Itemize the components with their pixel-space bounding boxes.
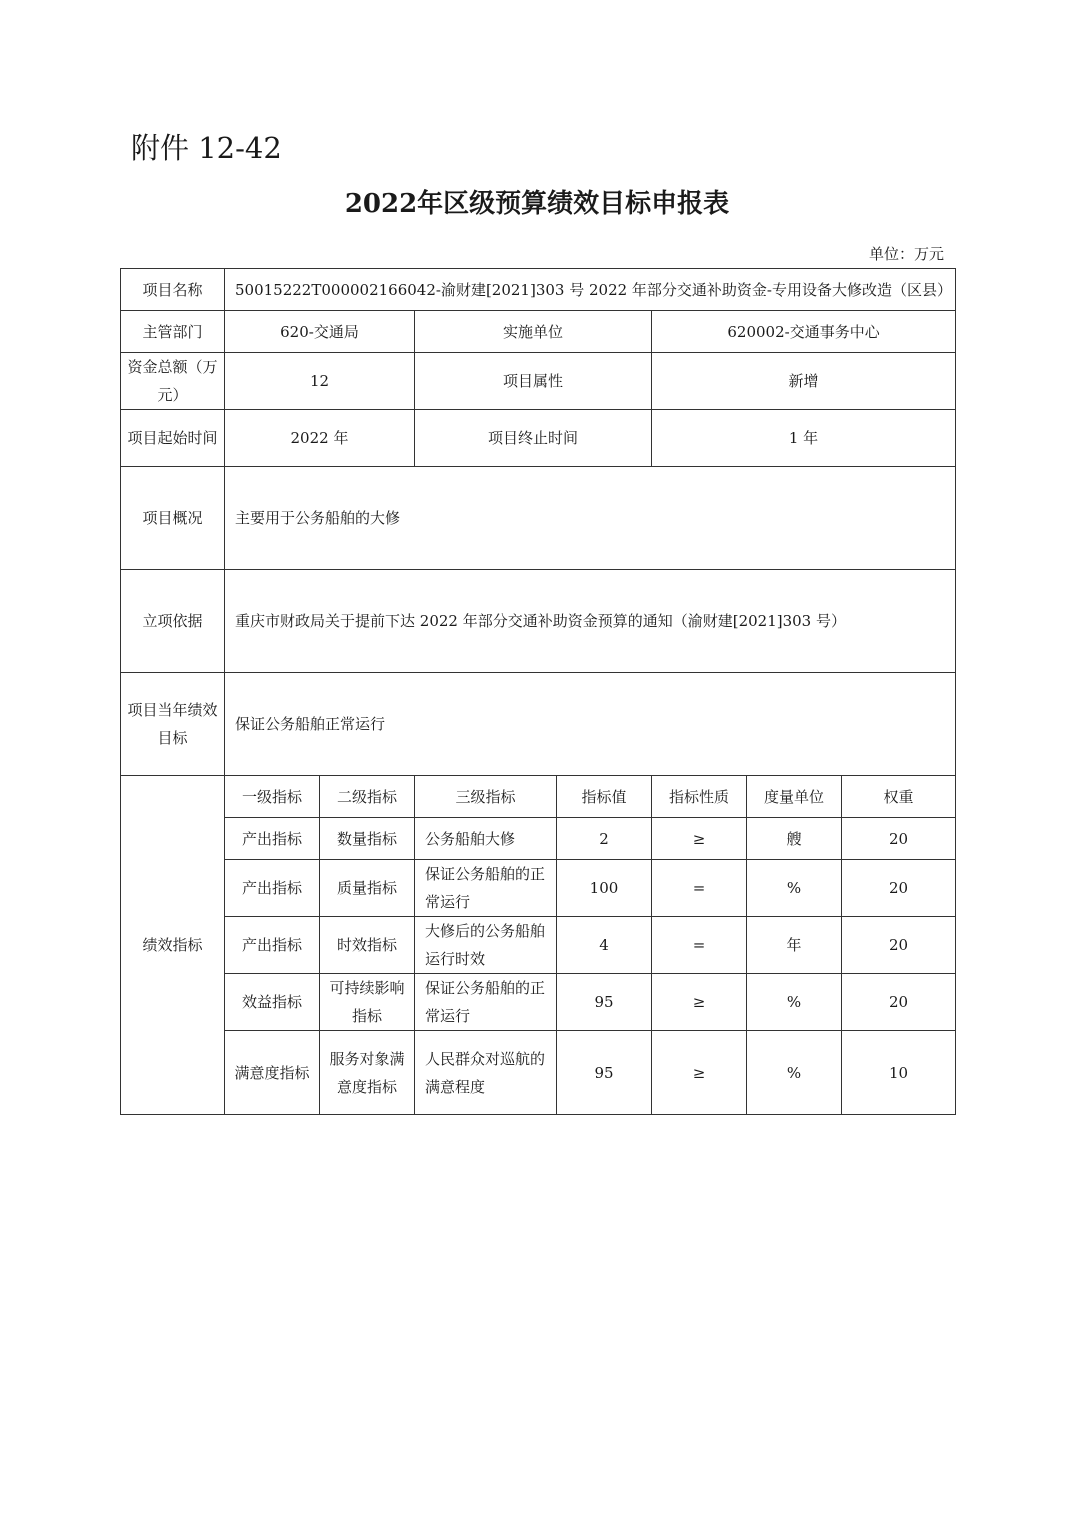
- indicator-level2: 服务对象满意度指标: [320, 1031, 415, 1115]
- indicator-level3: 大修后的公务船舶运行时效: [415, 917, 557, 974]
- indicator-level1: 效益指标: [225, 974, 320, 1031]
- indicator-weight: 20: [842, 974, 956, 1031]
- indicator-level2: 可持续影响指标: [320, 974, 415, 1031]
- indicator-level3: 保证公务船舶的正常运行: [415, 974, 557, 1031]
- indicator-nature: =: [652, 917, 747, 974]
- row-funds: [121, 353, 956, 410]
- indicators-section-label: 绩效指标: [121, 776, 225, 1115]
- dept-label: 主管部门: [121, 311, 225, 353]
- attachment-number: 附件 12-42: [131, 131, 282, 165]
- indicator-level1: 产出指标: [225, 917, 320, 974]
- indicator-level2: 时效指标: [320, 917, 415, 974]
- indicator-value: 95: [557, 974, 652, 1031]
- indicator-value: 95: [557, 1031, 652, 1115]
- indicator-level2: 数量指标: [320, 818, 415, 860]
- indicator-value: 100: [557, 860, 652, 917]
- indicator-nature: ≥: [652, 1031, 747, 1115]
- indicator-row: [121, 818, 956, 860]
- budget-performance-table: [120, 268, 956, 1115]
- indicator-row: [121, 974, 956, 1031]
- funds-value: 12: [225, 353, 415, 410]
- attr-value: 新增: [652, 353, 956, 410]
- indicator-unit: %: [747, 974, 842, 1031]
- row-goal: [121, 673, 956, 776]
- indicator-header-row: [121, 776, 956, 818]
- indicator-unit: 艘: [747, 818, 842, 860]
- dept-value: 620-交通局: [225, 311, 415, 353]
- indicator-unit: 年: [747, 917, 842, 974]
- indicator-weight: 20: [842, 917, 956, 974]
- indicator-nature: ≥: [652, 974, 747, 1031]
- basis-value: 重庆市财政局关于提前下达 2022 年部分交通补助资金预算的通知（渝财建[2021]303 号）: [225, 570, 956, 673]
- header-value: 指标值: [557, 776, 652, 818]
- impl-label: 实施单位: [415, 311, 652, 353]
- indicator-level3: 公务船舶大修: [415, 818, 557, 860]
- row-department: [121, 311, 956, 353]
- indicator-unit: %: [747, 860, 842, 917]
- indicator-weight: 20: [842, 818, 956, 860]
- row-basis: [121, 570, 956, 673]
- header-level2: 二级指标: [320, 776, 415, 818]
- start-label: 项目起始时间: [121, 410, 225, 467]
- attr-label: 项目属性: [415, 353, 652, 410]
- indicator-nature: ≥: [652, 818, 747, 860]
- goal-label: 项目当年绩效目标: [121, 673, 225, 776]
- overview-label: 项目概况: [121, 467, 225, 570]
- overview-value: 主要用于公务船舶的大修: [225, 467, 956, 570]
- indicator-level1: 满意度指标: [225, 1031, 320, 1115]
- indicator-level3: 保证公务船舶的正常运行: [415, 860, 557, 917]
- header-unit: 度量单位: [747, 776, 842, 818]
- indicator-level1: 产出指标: [225, 818, 320, 860]
- start-value: 2022 年: [225, 410, 415, 467]
- header-weight: 权重: [842, 776, 956, 818]
- row-project-name: [121, 269, 956, 311]
- project-name-value: 50015222T000002166042-渝财建[2021]303 号 2022 年部分交通补助资金-专用设备大修改造（区县）: [225, 269, 956, 311]
- goal-value: 保证公务船舶正常运行: [225, 673, 956, 776]
- indicator-level1: 产出指标: [225, 860, 320, 917]
- row-time: [121, 410, 956, 467]
- header-level3: 三级指标: [415, 776, 557, 818]
- project-name-label: 项目名称: [121, 269, 225, 311]
- end-value: 1 年: [652, 410, 956, 467]
- header-nature: 指标性质: [652, 776, 747, 818]
- indicator-level3: 人民群众对巡航的满意程度: [415, 1031, 557, 1115]
- indicator-level2: 质量指标: [320, 860, 415, 917]
- unit-note: 单位：万元: [868, 245, 944, 263]
- indicator-row: [121, 860, 956, 917]
- impl-value: 620002-交通事务中心: [652, 311, 956, 353]
- indicator-row: [121, 917, 956, 974]
- end-label: 项目终止时间: [415, 410, 652, 467]
- funds-label: 资金总额（万元）: [121, 353, 225, 410]
- row-overview: [121, 467, 956, 570]
- indicator-weight: 20: [842, 860, 956, 917]
- indicator-row: [121, 1031, 956, 1115]
- indicator-weight: 10: [842, 1031, 956, 1115]
- header-level1: 一级指标: [225, 776, 320, 818]
- indicator-value: 4: [557, 917, 652, 974]
- document-title: 2022年区级预算绩效目标申报表: [344, 189, 730, 219]
- indicator-nature: =: [652, 860, 747, 917]
- indicator-value: 2: [557, 818, 652, 860]
- basis-label: 立项依据: [121, 570, 225, 673]
- indicator-unit: %: [747, 1031, 842, 1115]
